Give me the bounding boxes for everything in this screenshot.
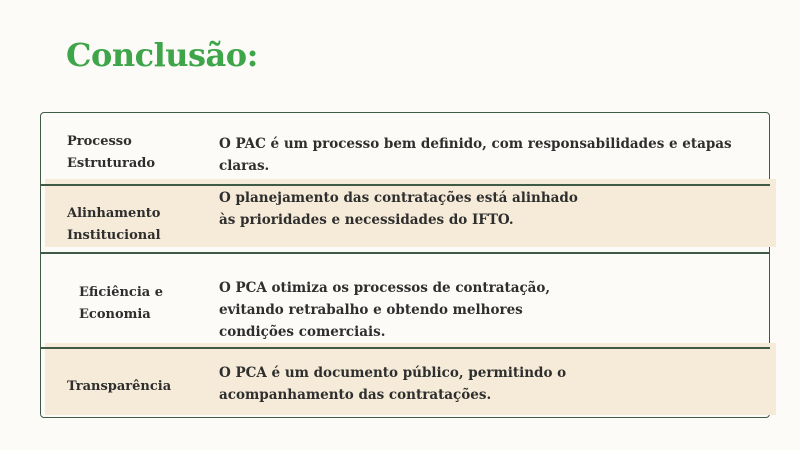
row-label-alinhamento-institucional: Alinhamento Institucional — [67, 206, 161, 243]
row-label-processo-estruturado: Processo Estruturado — [67, 134, 156, 171]
row-divider — [40, 184, 770, 186]
row-description: O PCA é um documento público, permitindo o acompanhamento das contratações. — [219, 365, 567, 403]
page-title: Conclusão: — [66, 36, 258, 74]
row-description: O planejamento das contratações está alinhado às prioridades e necessidades do IFTO. — [219, 190, 578, 228]
row-divider — [40, 252, 770, 254]
row-description: O PCA otimiza os processos de contratação, evitando retrabalho e obtendo melhores condições comerciais. — [219, 280, 551, 340]
row-label-transparencia: Transparência — [67, 379, 172, 394]
row-label-eficiencia-economia: Eficiência e Economia — [79, 285, 164, 322]
conclusion-table — [40, 112, 770, 418]
row-description: O PAC é um processo bem definido, com responsabilidades e etapas claras. — [219, 136, 732, 174]
row-divider — [40, 347, 770, 349]
